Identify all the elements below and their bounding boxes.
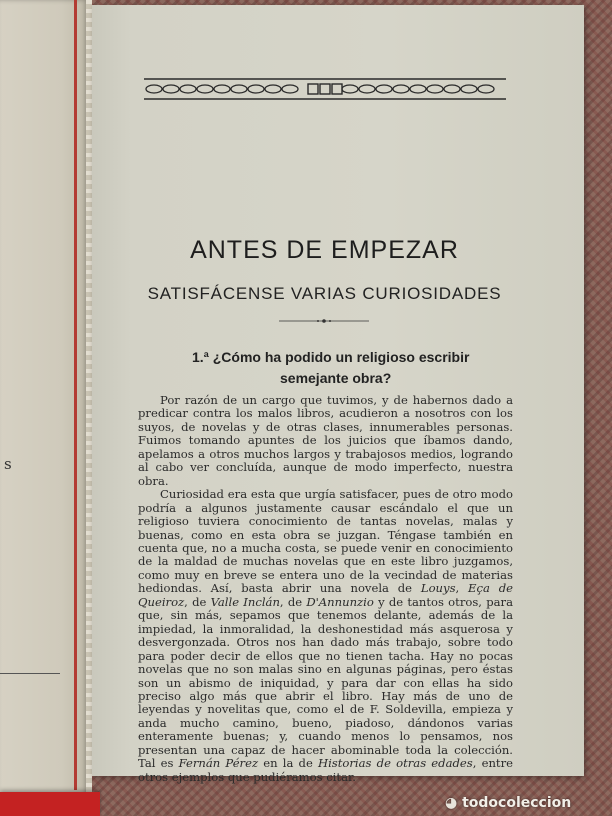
spine-edge xyxy=(74,0,77,790)
author-valle-inclan: Valle Inclán xyxy=(210,594,280,609)
book-historias-de-otras-edades: Historias de otras edades xyxy=(317,756,473,771)
section-question-line-1: ¿Cómo ha podido un religioso escribir xyxy=(212,349,470,365)
page-title: ANTES DE EMPEZAR xyxy=(190,236,459,264)
author-louys: Louys xyxy=(420,581,456,596)
paragraph-1: Por razón de un cargo que tuvimos, y de habernos dado a predicar contra los malos libros, acudieron a nosotros con los suyos, de novelas y de otras clases, innumerables personas. Fuimos tomando apuntes de los juicios que íbamos dando, apelamos a otros muchos largos y trabajosos medios, logrando al cabo ver concluída, aunque de modo imperfecto, nuestra obra. xyxy=(138,393,513,488)
previous-page xyxy=(0,0,88,796)
watermark xyxy=(445,795,571,811)
previous-page-text-fragment: s xyxy=(4,455,12,473)
author-fernan-perez: Fernán Pérez xyxy=(178,756,259,771)
ornamental-header-band-icon xyxy=(144,78,506,100)
watermark-text: todocoleccion xyxy=(462,795,572,811)
divider-ornament-icon xyxy=(279,317,369,325)
author-eca-de-queiroz: Eça de Queiroz xyxy=(138,581,513,609)
section-question-line-2: semejante obra? xyxy=(280,370,392,386)
page-subtitle: SATISFÁCENSE VARIAS CURIOSIDADES xyxy=(147,284,502,303)
section-heading xyxy=(192,347,492,389)
todocoleccion-logo-icon: ◕ xyxy=(445,795,458,811)
previous-page-rule xyxy=(0,673,60,674)
author-dannunzio: D'Annunzio xyxy=(306,594,374,609)
red-binding xyxy=(0,792,100,816)
paragraph-2: Curiosidad era esta que urgía satisfacer, pues de otro modo podría a algunos justamente causar escándalo el que un religioso tuviera conocimiento de tantas novelas, malas y buenas, como en esta obra se juzgan. Téngase también en cuenta que, no a mucha costa, se puede venir en conocimiento de la maldad de muchas novelas que en este libro juzgamos, como muy en breve se entera uno de la vecindad de materias hediondas. Así, basta abrir una novela de Louys, Eça de Queiroz, de Valle Inclán, de D'Annunzio y de tantos otros, para que, sin más, sepamos que tenemos delante, además de la impiedad, la inmoralidad, la deshonestidad más asquerosa y desvergonzada. Otros nos han dado más trabajo, sobre todo para poder decir de ellos que no tienen tacha. Hay no pocas novelas que no son malas sino en algunas páginas, pero éstas son un abismo de iniquidad, y para dar con ellas ha sido preciso algo más que abrir el libro. Hay más de uno de leyendas y novelitas que, como el de F. Soldevilla, empieza y anda mucho camino, bueno, piadoso, dándonos varias enteramente buenas; y, cuando menos lo pensamos, nos presentan una capaz de hacer abominable toda la colección. Tal es Fernán Pérez en la de Historias de otras edades, entre otros ejemplos que pudiéramos citar. xyxy=(138,487,513,784)
book-page xyxy=(92,5,584,784)
section-number: 1.ª xyxy=(192,349,209,365)
body-text xyxy=(138,394,513,784)
